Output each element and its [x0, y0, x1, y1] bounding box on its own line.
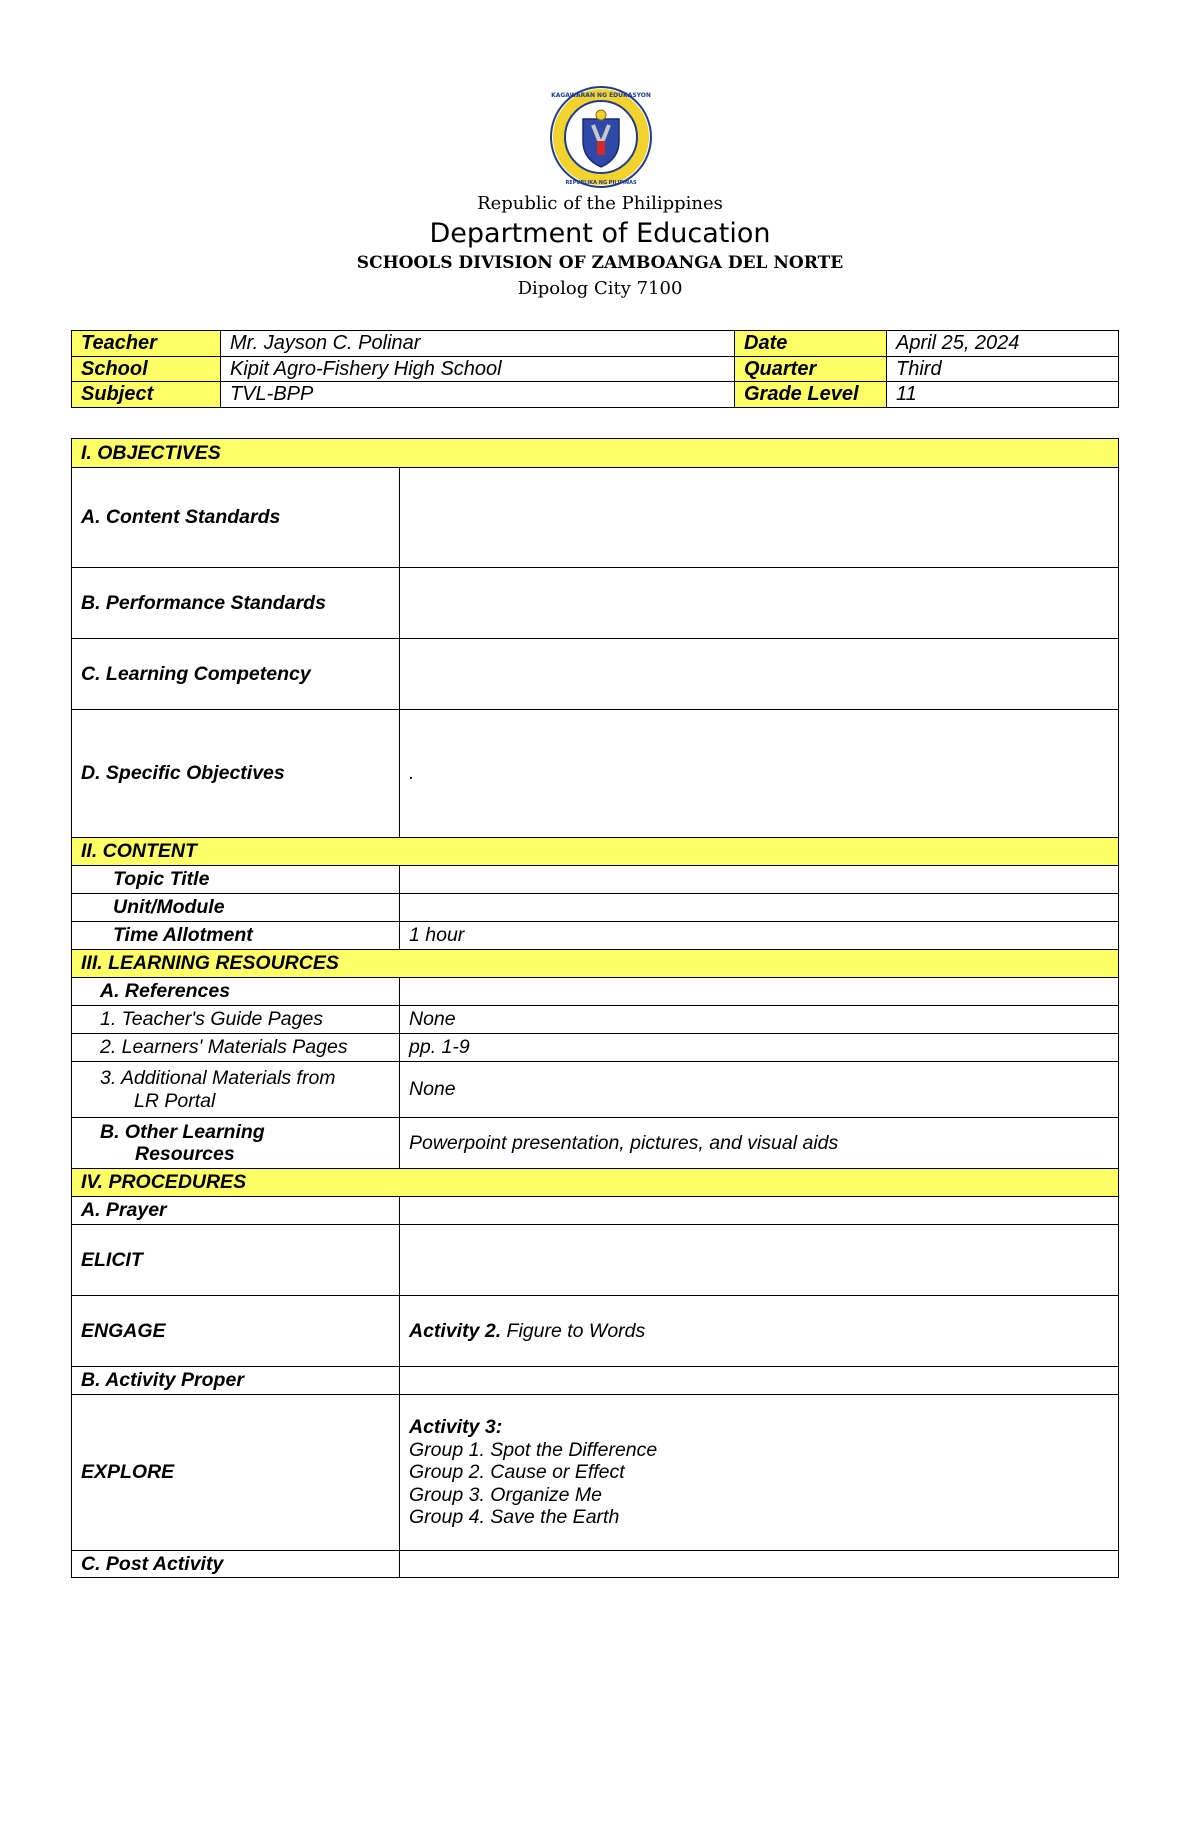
procedures-section-row — [72, 1169, 1119, 1197]
learning-competency-row — [72, 639, 1119, 710]
additional-materials-label — [72, 1062, 400, 1118]
other-resources-row — [72, 1118, 1119, 1169]
division-heading: SCHOOLS DIVISION OF ZAMBOANGA DEL NORTE — [356, 253, 844, 273]
other-resources-line2: Resources — [135, 1143, 235, 1165]
content-standards-label: A. Content Standards — [72, 468, 400, 568]
info-row-teacher — [72, 331, 1119, 357]
topic-title-value — [400, 866, 1119, 894]
time-allotment-row — [72, 922, 1119, 950]
other-resources-line1: B. Other Learning — [100, 1120, 265, 1143]
teachers-guide-label: 1. Teacher's Guide Pages — [72, 1006, 400, 1034]
teacher-value: Mr. Jayson C. Polinar — [221, 331, 735, 357]
school-label: School — [72, 356, 221, 382]
additional-materials-value: None — [400, 1062, 1119, 1118]
learning-competency-value — [400, 639, 1119, 710]
teachers-guide-value: None — [400, 1006, 1119, 1034]
objectives-heading: I. OBJECTIVES — [72, 439, 1119, 468]
resources-heading: III. LEARNING RESOURCES — [72, 950, 1119, 978]
engage-label: ENGAGE — [72, 1296, 400, 1367]
teacher-label: Teacher — [72, 331, 221, 357]
department-heading: Department of Education — [429, 218, 771, 249]
subject-value: TVL-BPP — [221, 382, 735, 408]
explore-activity-title: Activity 3: — [409, 1416, 503, 1439]
unit-module-value — [400, 894, 1119, 922]
prayer-label: A. Prayer — [72, 1197, 400, 1225]
subject-label: Subject — [72, 382, 221, 408]
learners-materials-value: pp. 1-9 — [400, 1034, 1119, 1062]
quarter-value: Third — [887, 356, 1119, 382]
time-allotment-label: Time Allotment — [72, 922, 400, 950]
specific-objectives-row — [72, 710, 1119, 838]
learning-competency-label: C. Learning Competency — [72, 639, 400, 710]
learners-materials-row — [72, 1034, 1119, 1062]
references-value — [400, 978, 1119, 1006]
teachers-guide-row — [72, 1006, 1119, 1034]
specific-objectives-label: D. Specific Objectives — [72, 710, 400, 838]
elicit-row — [72, 1225, 1119, 1296]
activity-proper-row — [72, 1367, 1119, 1395]
objectives-section-row — [72, 439, 1119, 468]
additional-materials-line2: LR Portal — [134, 1089, 216, 1112]
procedures-heading: IV. PROCEDURES — [72, 1169, 1119, 1197]
performance-standards-label: B. Performance Standards — [72, 568, 400, 639]
unit-module-row — [72, 894, 1119, 922]
engage-activity-name: Figure to Words — [501, 1319, 646, 1342]
grade-level-label: Grade Level — [735, 382, 887, 408]
engage-row — [72, 1296, 1119, 1367]
content-heading: II. CONTENT — [72, 838, 1119, 866]
info-row-school — [72, 356, 1119, 382]
prayer-value — [400, 1197, 1119, 1225]
explore-group-item: Group 4. Save the Earth — [409, 1506, 620, 1529]
post-activity-label: C. Post Activity — [72, 1551, 400, 1578]
info-row-subject — [72, 382, 1119, 408]
content-standards-value — [400, 468, 1119, 568]
engage-value — [400, 1296, 1119, 1367]
school-value: Kipit Agro-Fishery High School — [221, 356, 735, 382]
learners-materials-label: 2. Learners' Materials Pages — [72, 1034, 400, 1062]
elicit-value — [400, 1225, 1119, 1296]
post-activity-row — [72, 1551, 1119, 1578]
teacher-info-table — [71, 330, 1119, 408]
other-resources-value: Powerpoint presentation, pictures, and visual aids — [400, 1118, 1119, 1169]
other-resources-label — [72, 1118, 400, 1169]
activity-proper-label: B. Activity Proper — [72, 1367, 400, 1395]
seal-ring-top-text: KAGAWARAN NG EDUKASYON — [551, 92, 651, 99]
resources-section-row — [72, 950, 1119, 978]
performance-standards-value — [400, 568, 1119, 639]
activity-proper-value — [400, 1367, 1119, 1395]
additional-materials-row — [72, 1062, 1119, 1118]
topic-title-row — [72, 866, 1119, 894]
quarter-label: Quarter — [735, 356, 887, 382]
city-heading: Dipolog City 7100 — [517, 278, 683, 299]
unit-module-label: Unit/Module — [72, 894, 400, 922]
explore-group-item: Group 3. Organize Me — [409, 1483, 602, 1506]
post-activity-value — [400, 1551, 1119, 1578]
date-label: Date — [735, 331, 887, 357]
explore-group-item: Group 2. Cause or Effect — [409, 1461, 625, 1484]
elicit-label: ELICIT — [72, 1225, 400, 1296]
explore-row — [72, 1395, 1119, 1551]
seal-ring-bottom-text: REPUBLIKA NG PILIPINAS — [565, 180, 637, 186]
prayer-row — [72, 1197, 1119, 1225]
topic-title-label: Topic Title — [72, 866, 400, 894]
specific-objectives-value: . — [400, 710, 1119, 838]
references-row — [72, 978, 1119, 1006]
additional-materials-line1: 3. Additional Materials from — [100, 1067, 336, 1090]
grade-level-value: 11 — [887, 382, 1119, 408]
deped-seal-icon — [549, 85, 653, 189]
content-standards-row — [72, 468, 1119, 568]
date-value: April 25, 2024 — [887, 331, 1119, 357]
explore-group-item: Group 1. Spot the Difference — [409, 1438, 658, 1461]
performance-standards-row — [72, 568, 1119, 639]
content-section-row — [72, 838, 1119, 866]
references-label: A. References — [72, 978, 400, 1006]
time-allotment-value: 1 hour — [400, 922, 1119, 950]
republic-heading: Republic of the Philippines — [477, 193, 723, 214]
engage-activity-title: Activity 2. — [409, 1319, 502, 1342]
explore-value — [400, 1395, 1119, 1551]
lesson-plan-table — [71, 438, 1119, 1578]
explore-label: EXPLORE — [72, 1395, 400, 1551]
